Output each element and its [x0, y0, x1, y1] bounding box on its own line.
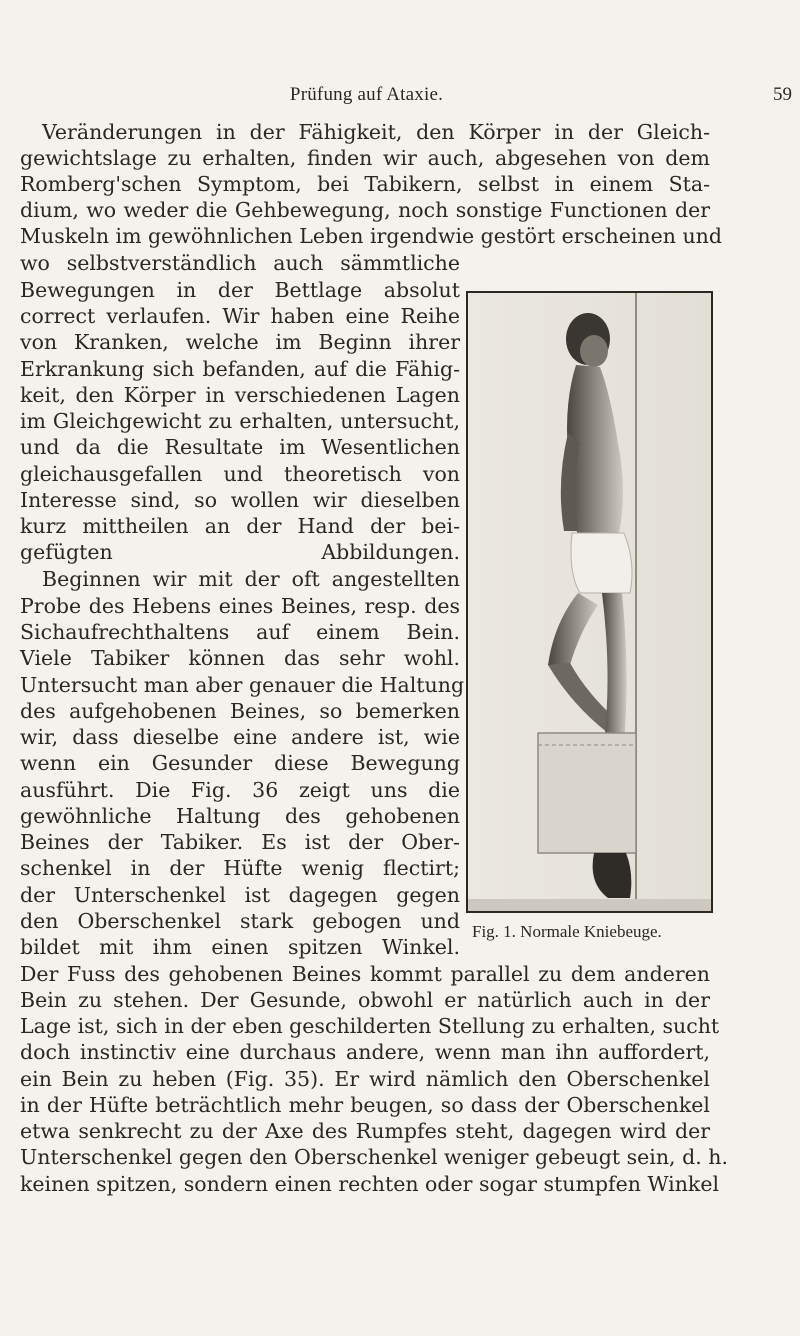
text-line: und da die Resultate im Wesentlichen [20, 435, 460, 459]
text-line: Lage ist, sich in der eben geschilderten Stellung zu erhalten, sucht [20, 1014, 720, 1038]
text-line: ausführt. Die Fig. 36 zeigt uns die [20, 778, 460, 802]
text-line: Veränderungen in der Fähigkeit, den Körper in der Gleich- [42, 120, 710, 144]
text-line: Unterschenkel gegen den Oberschenkel weniger gebeugt sein, d. h. [20, 1145, 728, 1169]
text-line: gewichtslage zu erhalten, finden wir auch, abgesehen von dem [20, 146, 710, 170]
text-line: Muskeln im gewöhnlichen Leben irgendwie gestört erscheinen und [20, 224, 722, 248]
text-line: Sichaufrechthaltens auf einem Bein. [20, 620, 460, 644]
text-line: Probe des Hebens eines Beines, resp. des [20, 594, 460, 618]
text-line: wo selbstverständlich auch sämmtliche [20, 251, 460, 275]
text-line: Erkrankung sich befanden, auf die Fähig- [20, 357, 460, 381]
text-line: der Unterschenkel ist dagegen gegen [20, 883, 460, 907]
text-line: bildet mit ihm einen spitzen Winkel. [20, 935, 460, 959]
text-line: von Kranken, welche im Beginn ihrer [20, 330, 460, 354]
text-line: des aufgehobenen Beines, so bemerken [20, 699, 460, 723]
text-line: den Oberschenkel stark gebogen und [20, 909, 460, 933]
text-line: gewöhnliche Haltung des gehobenen [20, 804, 460, 828]
text-line: Untersucht man aber genauer die Haltung [20, 673, 465, 697]
text-line: Beginnen wir mit der oft angestellten [42, 567, 460, 591]
text-line: Der Fuss des gehobenen Beines kommt parallel zu dem anderen [20, 962, 710, 986]
page-header [18, 84, 792, 112]
text-line: etwa senkrecht zu der Axe des Rumpfes steht, dagegen wird der [20, 1119, 710, 1143]
text-line: keinen spitzen, sondern einen rechten oder sogar stumpfen Winkel [20, 1172, 720, 1196]
figure-caption: Fig. 1. Normale Kniebeuge. [472, 922, 662, 941]
text-line: gefügten Abbildungen. [20, 540, 460, 564]
text-line: dium, wo weder die Gehbewegung, noch sonstige Functionen der [20, 198, 710, 222]
text-line: im Gleichgewicht zu erhalten, untersucht, [20, 409, 460, 433]
text-line: Beines der Tabiker. Es ist der Ober- [20, 830, 460, 854]
text-line: keit, den Körper in verschiedenen Lagen [20, 383, 460, 407]
figure-illustration [468, 293, 711, 911]
text-line: kurz mittheilen an der Hand der bei- [20, 514, 460, 538]
text-line: Interesse sind, so wollen wir dieselben [20, 488, 460, 512]
text-line: wir, dass dieselbe eine andere ist, wie [20, 725, 460, 749]
text-line: schenkel in der Hüfte wenig flectirt; [20, 856, 460, 880]
running-title: Prüfung auf Ataxie. [289, 84, 444, 105]
text-line: doch instinctiv eine durchaus andere, wenn man ihn auffordert, [20, 1040, 710, 1064]
page-number: 59 [773, 84, 792, 105]
text-line: Romberg'schen Symptom, bei Tabikern, selbst in einem Sta- [20, 172, 710, 196]
text-line: wenn ein Gesunder diese Bewegung [20, 751, 460, 775]
text-line: Viele Tabiker können das sehr wohl. [20, 646, 460, 670]
text-line: ein Bein zu heben (Fig. 35). Er wird nämlich den Oberschenkel [20, 1067, 710, 1091]
text-line: in der Hüfte beträchtlich mehr beugen, so dass der Oberschenkel [20, 1093, 710, 1117]
text-line: Bewegungen in der Bettlage absolut [20, 278, 460, 302]
text-line: correct verlaufen. Wir haben eine Reihe [20, 304, 460, 328]
text-line: Bein zu stehen. Der Gesunde, obwohl er natürlich auch in der [20, 988, 710, 1012]
text-line: gleichausgefallen und theoretisch von [20, 462, 460, 486]
figure-photo [466, 291, 713, 913]
